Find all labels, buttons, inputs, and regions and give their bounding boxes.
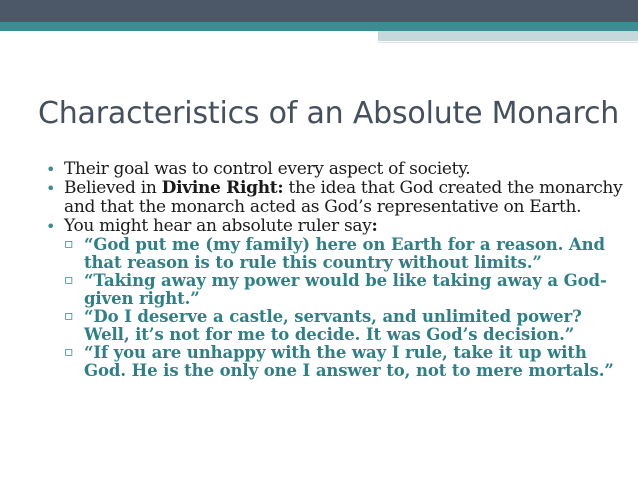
slide-content <box>46 160 626 380</box>
quote-item <box>64 344 626 380</box>
bullet-goal <box>46 160 626 179</box>
header-bar-teal <box>0 22 638 31</box>
bullet-ruler-say <box>46 217 626 236</box>
bullet-text-pre: Believed in <box>64 178 162 198</box>
bullet-divine-right <box>46 179 626 217</box>
sub-bullet-icon: ▫ <box>64 272 74 288</box>
bullet-text-bold: Divine Right: <box>161 178 284 198</box>
bullet-text-pre: You might hear an absolute ruler say <box>64 216 372 236</box>
quote-list <box>64 236 626 380</box>
header-bar-light <box>378 31 638 41</box>
quote-item <box>64 236 626 272</box>
bullet-text-post: the idea that God created the monarchy and that the monarch acted as God’s representative on Earth. <box>64 178 623 217</box>
bullet-icon: • <box>46 160 56 179</box>
bullet-text-bold: : <box>371 216 378 236</box>
bullet-text: Their goal was to control every aspect of society. <box>64 159 471 179</box>
quote-item <box>64 308 626 344</box>
sub-bullet-icon: ▫ <box>64 308 74 324</box>
bullet-icon: • <box>46 179 56 198</box>
header-bar-line <box>378 42 638 43</box>
slide-title: Characteristics of an Absolute Monarch <box>38 96 620 131</box>
quote-item <box>64 272 626 308</box>
sub-bullet-icon: ▫ <box>64 344 74 360</box>
sub-bullet-icon: ▫ <box>64 236 74 252</box>
quote-text: “God put me (my family) here on Earth for a reason. And that reason is to rule this country without limits.” <box>84 235 605 272</box>
quote-text: “If you are unhappy with the way I rule, take it up with God. He is the only one I answer to, not to mere mortals.” <box>84 343 614 380</box>
quote-text: “Taking away my power would be like taking away a God-given right.” <box>84 271 607 308</box>
quote-text: “Do I deserve a castle, servants, and unlimited power? Well, it’s not for me to decide. It was God’s decision.” <box>84 307 582 344</box>
bullet-icon: • <box>46 217 56 236</box>
